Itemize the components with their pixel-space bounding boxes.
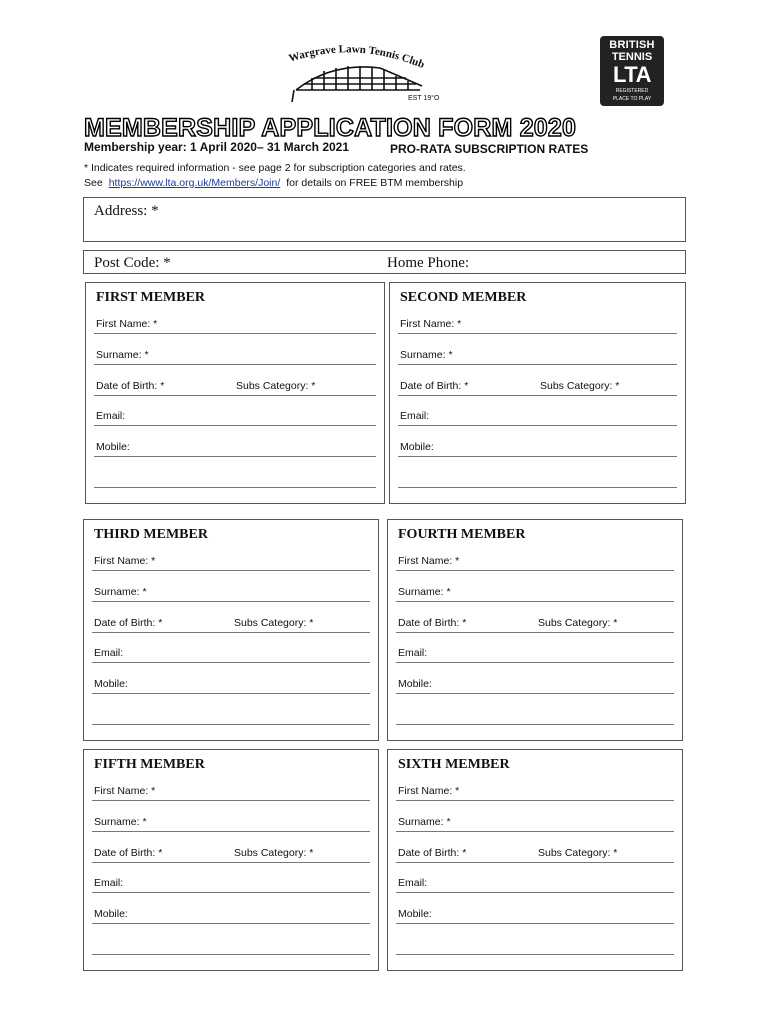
mobile-field[interactable] <box>92 667 370 694</box>
field-label: Email: <box>400 410 430 422</box>
field-label: Email: <box>94 877 124 889</box>
field-label: Email: <box>398 877 428 889</box>
club-logo <box>282 40 452 108</box>
field-label: Date of Birth: * <box>398 617 467 629</box>
surname-field[interactable] <box>94 338 376 365</box>
prorata-heading: PRO-RATA SUBSCRIPTION RATES <box>390 142 589 156</box>
mobile-field[interactable] <box>94 430 376 457</box>
address-label: Address: * <box>94 203 159 219</box>
field-label: Mobile: <box>94 678 128 690</box>
email-field[interactable] <box>94 399 376 426</box>
postcode-phone-row <box>83 250 686 274</box>
subs-category-label: Subs Category: * <box>234 847 314 859</box>
field-label: Mobile: <box>400 441 434 453</box>
surname-field[interactable] <box>92 575 370 602</box>
member-section <box>389 282 686 504</box>
required-note: * Indicates required information - see page 2 for subscription categories and rates. <box>84 162 466 174</box>
see-line <box>84 177 463 189</box>
dob-subs-field[interactable] <box>94 369 376 396</box>
email-field[interactable] <box>92 636 370 663</box>
member-section <box>387 519 683 741</box>
surname-field[interactable] <box>398 338 677 365</box>
lta-line5: PLACE TO PLAY <box>612 96 652 102</box>
field-label: Surname: * <box>94 586 147 598</box>
see-suffix: for details on FREE BTM membership <box>286 177 464 189</box>
field-label: Date of Birth: * <box>400 380 469 392</box>
email-field[interactable] <box>92 866 370 893</box>
member-section <box>83 749 379 971</box>
field-label: First Name: * <box>398 785 460 797</box>
first-name-field[interactable] <box>398 307 677 334</box>
first-name-field[interactable] <box>92 774 370 801</box>
see-prefix: See <box>84 177 103 189</box>
subs-category-label: Subs Category: * <box>236 380 316 392</box>
field-label: Surname: * <box>94 816 147 828</box>
extra-line[interactable] <box>396 700 674 725</box>
mobile-field[interactable] <box>396 897 674 924</box>
field-label: Mobile: <box>96 441 130 453</box>
member-title: THIRD MEMBER <box>94 527 208 542</box>
field-label: Date of Birth: * <box>94 847 163 859</box>
subs-category-label: Subs Category: * <box>540 380 620 392</box>
member-title: FIFTH MEMBER <box>94 757 205 772</box>
field-label: First Name: * <box>94 555 156 567</box>
form-title: MEMBERSHIP APPLICATION FORM 2020 <box>84 114 577 142</box>
first-name-field[interactable] <box>396 544 674 571</box>
first-name-field[interactable] <box>396 774 674 801</box>
field-label: First Name: * <box>94 785 156 797</box>
lta-logo <box>600 36 664 106</box>
lta-join-link[interactable]: https://www.lta.org.uk/Members/Join/ <box>108 177 281 189</box>
email-field[interactable] <box>396 636 674 663</box>
member-title: SIXTH MEMBER <box>398 757 510 772</box>
email-field[interactable] <box>398 399 677 426</box>
field-label: Email: <box>94 647 124 659</box>
member-title: SECOND MEMBER <box>400 290 527 305</box>
surname-field[interactable] <box>92 805 370 832</box>
first-name-field[interactable] <box>94 307 376 334</box>
extra-line[interactable] <box>398 463 677 488</box>
address-field[interactable] <box>83 197 686 242</box>
field-label: Surname: * <box>400 349 453 361</box>
field-label: Mobile: <box>398 678 432 690</box>
field-label: First Name: * <box>96 318 158 330</box>
subs-category-label: Subs Category: * <box>234 617 314 629</box>
member-section <box>387 749 683 971</box>
membership-year: Membership year: 1 April 2020– 31 March 2021 <box>84 140 350 154</box>
postcode-label: Post Code: * <box>94 255 171 271</box>
subs-category-label: Subs Category: * <box>538 617 618 629</box>
home-phone-label: Home Phone: <box>387 255 470 271</box>
club-name: Wargrave Lawn Tennis Club <box>287 43 427 72</box>
extra-line[interactable] <box>396 930 674 955</box>
field-label: Mobile: <box>94 908 128 920</box>
lta-line4: REGISTERED <box>615 88 649 94</box>
field-label: Date of Birth: * <box>398 847 467 859</box>
member-section <box>85 282 385 504</box>
surname-field[interactable] <box>396 805 674 832</box>
dob-subs-field[interactable] <box>92 836 370 863</box>
email-field[interactable] <box>396 866 674 893</box>
extra-line[interactable] <box>94 463 376 488</box>
lta-line3: LTA <box>613 62 651 87</box>
field-label: Date of Birth: * <box>94 617 163 629</box>
field-label: Surname: * <box>398 586 451 598</box>
member-title: FIRST MEMBER <box>96 290 206 305</box>
extra-line[interactable] <box>92 930 370 955</box>
member-title: FOURTH MEMBER <box>398 527 526 542</box>
member-section <box>83 519 379 741</box>
field-label: Surname: * <box>96 349 149 361</box>
field-label: First Name: * <box>400 318 462 330</box>
field-label: Date of Birth: * <box>96 380 165 392</box>
first-name-field[interactable] <box>92 544 370 571</box>
dob-subs-field[interactable] <box>92 606 370 633</box>
field-label: Email: <box>398 647 428 659</box>
surname-field[interactable] <box>396 575 674 602</box>
mobile-field[interactable] <box>92 897 370 924</box>
dob-subs-field[interactable] <box>398 369 677 396</box>
field-label: Mobile: <box>398 908 432 920</box>
mobile-field[interactable] <box>396 667 674 694</box>
subs-category-label: Subs Category: * <box>538 847 618 859</box>
dob-subs-field[interactable] <box>396 606 674 633</box>
lta-line1: BRITISH <box>609 39 655 51</box>
field-label: First Name: * <box>398 555 460 567</box>
field-label: Surname: * <box>398 816 451 828</box>
field-label: Email: <box>96 410 126 422</box>
lta-line2: TENNIS <box>611 51 653 63</box>
club-est: EST 19°O <box>408 95 440 102</box>
dob-subs-field[interactable] <box>396 836 674 863</box>
mobile-field[interactable] <box>398 430 677 457</box>
extra-line[interactable] <box>92 700 370 725</box>
